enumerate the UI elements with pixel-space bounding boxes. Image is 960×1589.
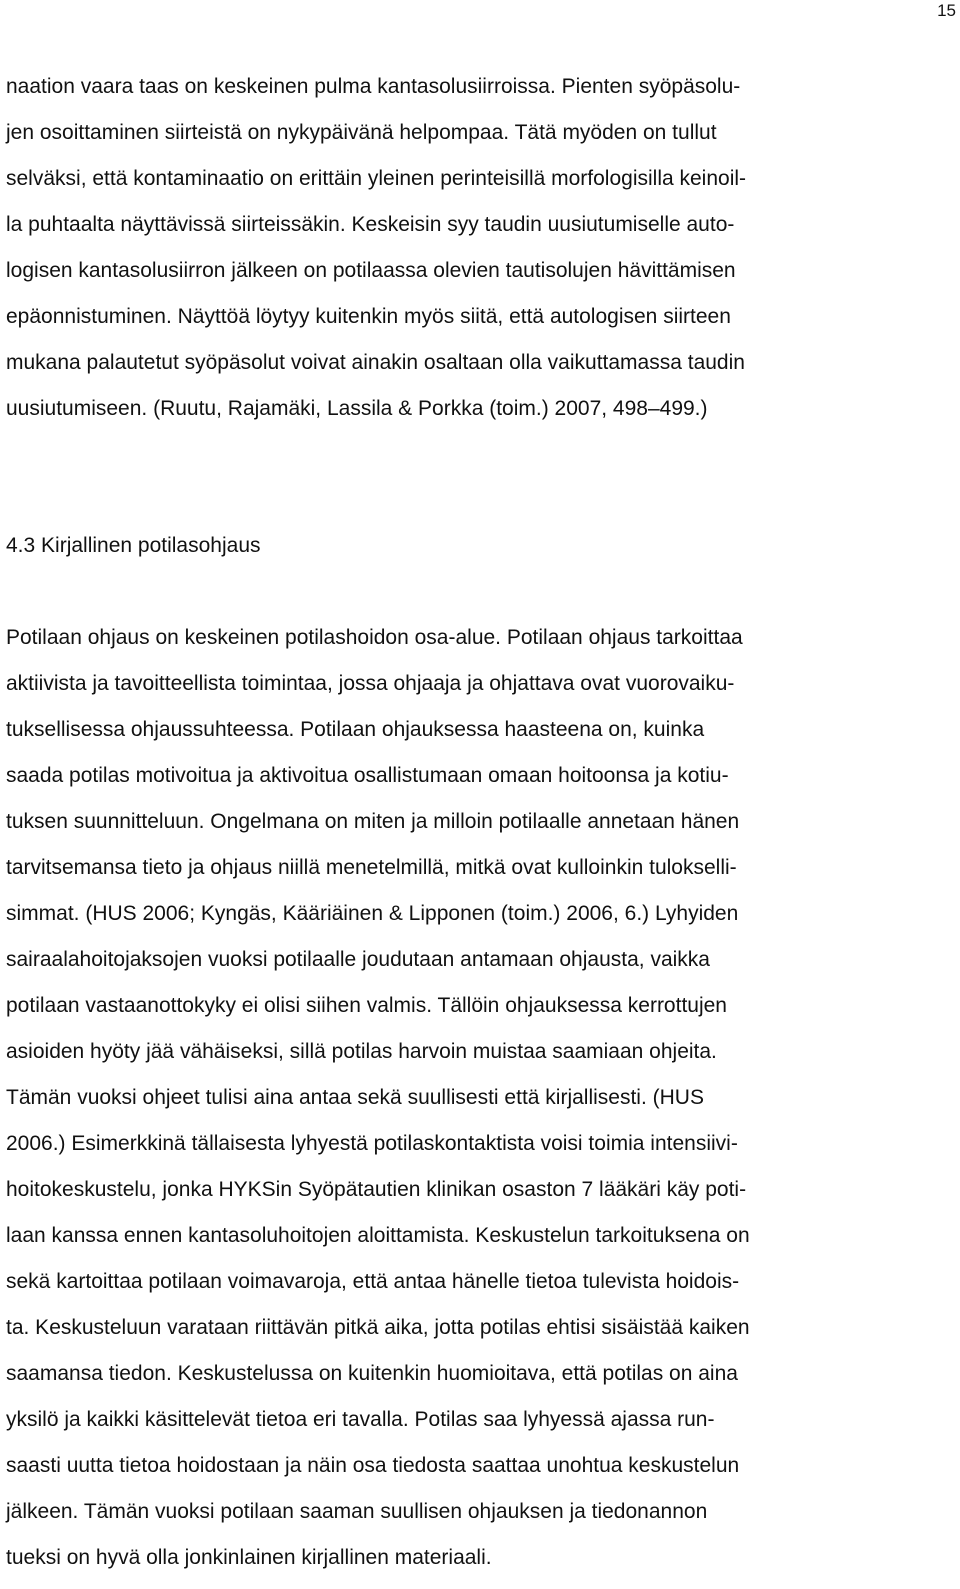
text-line: yksilö ja kaikki käsittelevät tietoa eri tavalla. Potilas saa lyhyessä ajassa run- <box>6 1408 715 1431</box>
text-line: selväksi, että kontaminaatio on erittäin yleinen perinteisillä morfologisilla keinoil- <box>6 167 747 190</box>
text-line: saasti uutta tietoa hoidostaan ja näin osa tiedosta saattaa unohtua keskustelun <box>6 1454 740 1477</box>
text-line: sekä kartoittaa potilaan voimavaroja, että antaa hänelle tietoa tulevista hoidois- <box>6 1270 740 1293</box>
text-line: naation vaara taas on keskeinen pulma kantasolusiirroissa. Pienten syöpäsolu- <box>6 75 741 98</box>
text-line: ta. Keskusteluun varataan riittävän pitkä aika, jotta potilas ehtisi sisäistää kaiken <box>6 1316 750 1339</box>
text-line: jen osoittaminen siirteistä on nykypäivänä helpompaa. Tätä myöden on tullut <box>6 121 717 144</box>
text-line: epäonnistuminen. Näyttöä löytyy kuitenkin myös siitä, että autologisen siirteen <box>6 305 731 328</box>
text-line: tueksi on hyvä olla jonkinlainen kirjallinen materiaali. <box>6 1546 492 1569</box>
text-line: tarvitsemansa tieto ja ohjaus niillä menetelmillä, mitkä ovat kulloinkin tulokselli- <box>6 856 737 879</box>
text-line: hoitokeskustelu, jonka HYKSin Syöpätautien klinikan osaston 7 lääkäri käy poti- <box>6 1178 747 1201</box>
text-line: tuksen suunnitteluun. Ongelmana on miten ja milloin potilaalle annetaan hänen <box>6 810 740 833</box>
text-line: potilaan vastaanottokyky ei olisi siihen valmis. Tällöin ohjauksessa kerrottujen <box>6 994 727 1017</box>
text-line: saamansa tiedon. Keskustelussa on kuitenkin huomioitava, että potilas on aina <box>6 1362 738 1385</box>
text-line: aktiivista ja tavoitteellista toimintaa, jossa ohjaaja ja ohjattava ovat vuorovaiku- <box>6 672 735 695</box>
section-heading: 4.3 Kirjallinen potilasohjaus <box>6 534 261 557</box>
text-line: tuksellisessa ohjaussuhteessa. Potilaan ohjauksessa haasteena on, kuinka <box>6 718 705 741</box>
text-line: la puhtaalta näyttävissä siirteissäkin. Keskeisin syy taudin uusiutumiselle auto- <box>6 213 735 236</box>
text-line: sairaalahoitojaksojen vuoksi potilaalle joudutaan antamaan ohjausta, vaikka <box>6 948 710 971</box>
text-line: mukana palautetut syöpäsolut voivat ainakin osaltaan olla vaikuttamassa taudin <box>6 351 745 374</box>
text-line: Tämän vuoksi ohjeet tulisi aina antaa sekä suullisesti että kirjallisesti. (HUS <box>6 1086 704 1109</box>
text-line: Potilaan ohjaus on keskeinen potilashoidon osa-alue. Potilaan ohjaus tarkoittaa <box>6 626 743 649</box>
text-line: logisen kantasolusiirron jälkeen on potilaassa olevien tautisolujen hävittämisen <box>6 259 736 282</box>
text-line: uusiutumiseen. (Ruutu, Rajamäki, Lassila & Porkka (toim.) 2007, 498–499.) <box>6 397 708 420</box>
text-line: saada potilas motivoitua ja aktivoitua osallistumaan omaan hoitoonsa ja kotiu- <box>6 764 729 787</box>
page-number: 15 <box>937 1 956 20</box>
text-line: simmat. (HUS 2006; Kyngäs, Kääriäinen & Lipponen (toim.) 2006, 6.) Lyhyiden <box>6 902 739 925</box>
text-line: laan kanssa ennen kantasoluhoitojen aloittamista. Keskustelun tarkoituksena on <box>6 1224 750 1247</box>
text-line: asioiden hyöty jää vähäiseksi, sillä potilas harvoin muistaa saamiaan ohjeita. <box>6 1040 717 1063</box>
text-line: jälkeen. Tämän vuoksi potilaan saaman suullisen ohjauksen ja tiedonannon <box>6 1500 708 1523</box>
text-line: 2006.) Esimerkkinä tällaisesta lyhyestä potilaskontaktista voisi toimia intensiivi- <box>6 1132 738 1155</box>
